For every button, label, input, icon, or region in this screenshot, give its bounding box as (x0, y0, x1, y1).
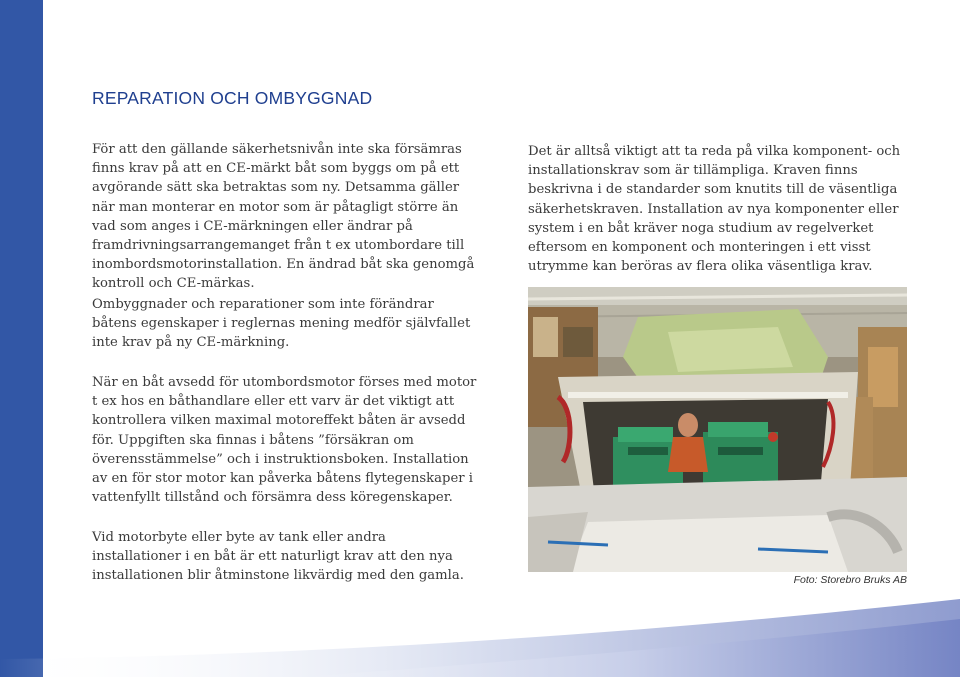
paragraph-motor-replacement: Vid motorbyte eller byte av tank eller andra installationer i en båt är ett naturligt krav att den nya installationen blir åtminstone likvärdig med den gamla. (92, 530, 464, 584)
left-accent-bar (0, 0, 43, 677)
photo-caption: Foto: Storebro Bruks AB (793, 574, 907, 586)
bottom-gradient-band (0, 599, 960, 677)
paragraph-repairs: Ombyggnader och reparationer som inte förändrar båtens egenskaper i reglernas mening medför självfallet inte krav på ny CE-märkning. (92, 297, 471, 351)
paragraph-outboard-motor: När en båt avsedd för utombordsmotor förses med motor t ex hos en båthandlare eller ett varv är det viktigt att kontrollera vilken maximal motoreffekt båten är avsedd för. Uppgiften ska finnas i båtens ”försäkran om överensstämmelse” och i instruktionsboken. Installation av en för stor motor kan påverka båtens flytegenskaper i vattenfyllt tillstånd och försämra dess köregenskaper. (92, 375, 477, 506)
paragraph-ce-marking: För att den gällande säkerhetsnivån inte ska försämras finns krav på att en CE-märkt båt som byggs om på ett avgörande sätt ska betraktas som ny. Detsamma gäller när man monterar en motor som är påtagligt större än vad som anges i CE-märkningen eller ändrar på framdrivningsarrangemanget från t ex utombordare till inombordsmotorinstallation. En ändrad båt ska genomgå kontroll och CE-märkas. (92, 142, 475, 292)
page-title: REPARATION OCH OMBYGGNAD (92, 88, 373, 108)
paragraph-component-requirements: Det är alltså viktigt att ta reda på vilka komponent- och installationskrav som är tillämpliga. Kraven finns beskrivna i de standarder som knutits till de väsentliga säkerhetskraven. Installation av nya komponenter eller system i en båt kräver noga studium av regelverket eftersom en komponent och monteringen i ett visst utrymme kan beröras av flera olika väsentliga krav. (528, 144, 901, 275)
boat-engine-photo (528, 287, 907, 572)
